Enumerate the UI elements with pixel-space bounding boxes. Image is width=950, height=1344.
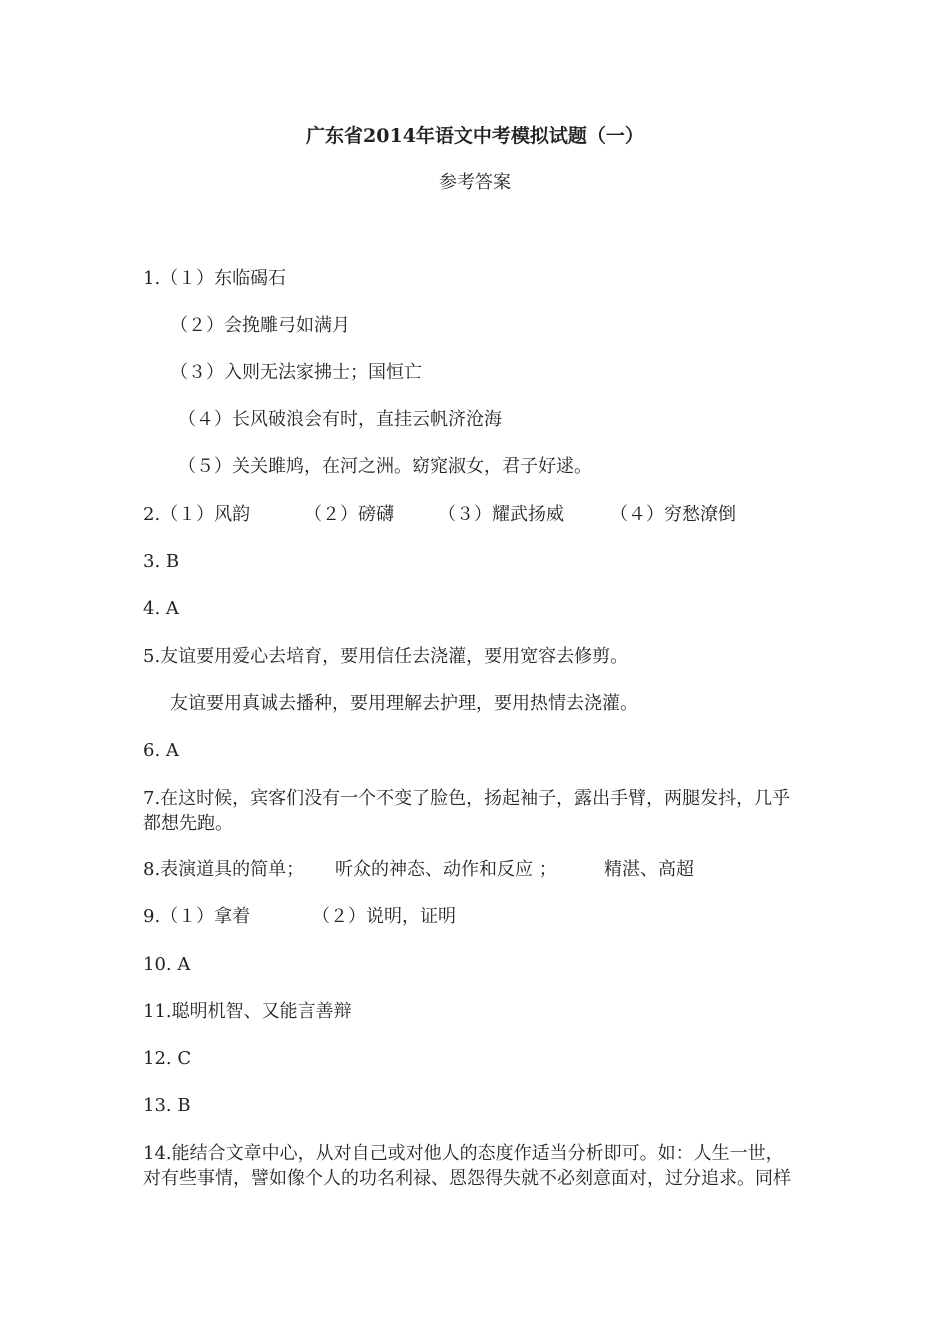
answer-2-d: （４）穷愁潦倒: [610, 504, 736, 525]
answer-12: 12. C: [143, 1048, 192, 1069]
answer-1-2: （２）会挽雕弓如满月: [170, 315, 350, 336]
answer-7-1: 7.在这时候，宾客们没有一个不变了脸色，扬起袖子，露出手臂，两腿发抖，几乎: [143, 788, 791, 809]
answer-1-5: （５）关关雎鸠，在河之洲。窈窕淑女，君子好逑。: [178, 456, 592, 477]
answer-1-4: （４）长风破浪会有时，直挂云帆济沧海: [178, 409, 502, 430]
document-title: 广东省2014年语文中考模拟试题（一）: [306, 125, 644, 147]
answer-2-c: （３）耀武扬威: [438, 504, 564, 525]
answer-11: 11.聪明机智、又能言善辩: [143, 1001, 352, 1022]
answer-14-1: 14.能结合文章中心，从对自己或对他人的态度作适当分析即可。如：人生一世，: [143, 1143, 784, 1164]
answer-3: 3. B: [143, 551, 180, 572]
answer-13: 13. B: [143, 1095, 191, 1116]
answer-5-2: 友谊要用真诚去播种，要用理解去护理，要用热情去浇灌。: [170, 693, 638, 714]
answer-9-b: （２）说明，证明: [312, 906, 456, 927]
answer-1-1: 1.（１）东临碣石: [143, 268, 287, 289]
answer-5-1: 5.友谊要用爱心去培育，要用信任去浇灌，要用宽容去修剪。: [143, 646, 629, 667]
document-subtitle: 参考答案: [439, 172, 511, 193]
answer-9-a: 9.（１）拿着: [143, 906, 251, 927]
answer-1-3: （３）入则无法家拂士；国恒亡: [170, 362, 422, 383]
answer-4: 4. A: [143, 598, 179, 619]
answer-6: 6. A: [143, 740, 179, 761]
answer-2-b: （２）磅礴: [304, 504, 394, 525]
answer-10: 10. A: [143, 954, 191, 975]
answer-8-c: 精湛、高超: [604, 859, 694, 880]
answer-2-a: 2.（１）风韵: [143, 504, 251, 525]
answer-8-b: 听众的神态、动作和反应 ；: [335, 859, 557, 880]
answer-8-a: 8.表演道具的简单；: [143, 859, 305, 880]
answer-14-2: 对有些事情，譬如像个人的功名利禄、恩怨得失就不必刻意面对，过分追求。同样: [143, 1168, 791, 1189]
answer-7-2: 都想先跑。: [143, 813, 233, 834]
